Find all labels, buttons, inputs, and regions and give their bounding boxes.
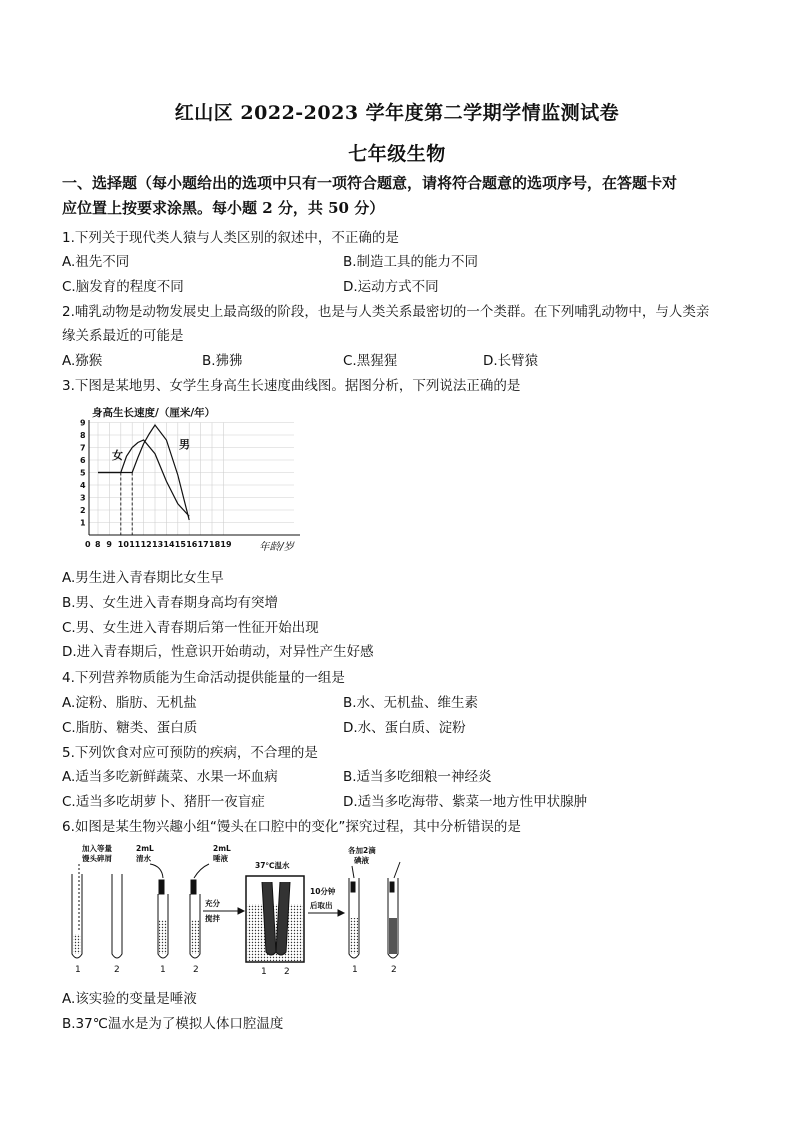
exam-subtitle: 七年级生物 bbox=[348, 143, 446, 165]
x-tick-label: 18 bbox=[209, 540, 221, 549]
x-tick-label: 12 bbox=[140, 540, 152, 549]
saliva-experiment-figure bbox=[62, 842, 422, 977]
y-tick-label: 3 bbox=[80, 493, 86, 503]
fig-label-add-bread2: 馒头碎屑 bbox=[82, 854, 112, 863]
tube1-label-d: 1 bbox=[352, 965, 358, 975]
q3-option-c: C.男、女生进入青春期后第一性征开始出现 bbox=[62, 620, 319, 636]
q1-option-c: C.脑发育的程度不同 bbox=[62, 279, 184, 295]
fig-label-time2: 后取出 bbox=[310, 901, 333, 910]
x-tick-label: 19 bbox=[220, 540, 232, 549]
tube1-label-c: 1 bbox=[261, 967, 267, 977]
y-tick-label: 1 bbox=[80, 518, 86, 528]
tube1-label-a: 1 bbox=[75, 965, 81, 975]
tube2-label-b: 2 bbox=[193, 965, 199, 975]
section-heading-line1: 一、选择题（每小题给出的选项中只有一项符合题意，请将符合题意的选项序号，在答题卡对 bbox=[62, 174, 678, 192]
question-3-stem: 3.下图是某地男、女学生身高生长速度曲线图。据图分析，下列说法正确的是 bbox=[62, 378, 521, 394]
fig-label-water2: 清水 bbox=[136, 854, 151, 863]
exam-title: 红山区 2022-2023 学年度第二学期学情监测试卷 bbox=[174, 102, 620, 124]
y-tick-label: 6 bbox=[80, 456, 86, 465]
chart-xlabel: 年龄/岁 bbox=[259, 541, 295, 553]
question-2-stem-line1: 2.哺乳动物是动物发展史上最高级的阶段，也是与人类关系最密切的一个类群。在下列哺乳动物中，与人类亲 bbox=[62, 304, 710, 320]
q4-option-c: C.脂肪、糖类、蛋白质 bbox=[62, 720, 198, 736]
q4-option-d: D.水、蛋白质、淀粉 bbox=[343, 720, 466, 736]
q2-option-b: B.狒狒 bbox=[202, 353, 243, 369]
y-tick-label: 8 bbox=[80, 431, 86, 440]
q6-option-b: B.37℃温水是为了模拟人体口腔温度 bbox=[62, 1016, 284, 1032]
question-1-stem: 1.下列关于现代类人猿与人类区别的叙述中，不正确的是 bbox=[62, 230, 399, 246]
q1-option-a: A.祖先不同 bbox=[62, 254, 130, 270]
chart-ylabel: 身高生长速度/（厘米/年） bbox=[92, 407, 216, 419]
x-tick-label: 15 bbox=[174, 540, 186, 549]
y-tick-label: 4 bbox=[80, 481, 86, 490]
fig-label-add-bread: 加入等量 bbox=[82, 844, 112, 853]
tube1-label-b: 1 bbox=[160, 965, 166, 975]
fig-label-mix1: 充分 bbox=[205, 899, 220, 908]
y-tick-label: 7 bbox=[80, 443, 86, 453]
fig-label-warm: 37℃温水 bbox=[255, 861, 290, 870]
x-tick-label: 8 bbox=[95, 540, 101, 549]
question-4-stem: 4.下列营养物质能为生命活动提供能量的一组是 bbox=[62, 670, 345, 686]
question-6-stem: 6.如图是某生物兴趣小组“馒头在口腔中的变化”探究过程，其中分析错误的是 bbox=[62, 819, 521, 835]
tube-pair-added bbox=[150, 864, 209, 958]
q5-option-a: A.适当多吃新鲜蔬菜、水果一坏血病 bbox=[62, 769, 278, 785]
x-tick-label: 10 bbox=[117, 540, 129, 549]
series-label-female: 女 bbox=[112, 449, 123, 462]
x-tick-label: 11 bbox=[129, 540, 141, 549]
q1-option-b: B.制造工具的能力不同 bbox=[343, 254, 479, 270]
x-tick-label: 13 bbox=[152, 540, 164, 549]
y-tick-label: 5 bbox=[80, 468, 86, 478]
y-tick-label: 2 bbox=[80, 506, 86, 515]
fig-label-time1: 10分钟 bbox=[310, 887, 336, 896]
q6-option-a: A.该实验的变量是唾液 bbox=[62, 991, 197, 1007]
question-2-stem-line2: 缘关系最近的可能是 bbox=[62, 328, 184, 344]
fig-label-iodine1: 各加2滴 bbox=[348, 846, 376, 855]
growth-rate-chart bbox=[62, 404, 302, 556]
fig-label-saliva2: 唾液 bbox=[213, 854, 228, 863]
fig-label-water1: 2mL bbox=[136, 844, 154, 853]
question-5-stem: 5.下列饮食对应可预防的疾病，不合理的是 bbox=[62, 745, 318, 761]
q5-option-c: C.适当多吃胡萝卜、猪肝一夜盲症 bbox=[62, 794, 265, 810]
x-tick-label: 17 bbox=[197, 540, 209, 549]
fig-label-saliva1: 2mL bbox=[213, 844, 231, 853]
q5-option-b: B.适当多吃细粮一神经炎 bbox=[343, 769, 492, 785]
q3-option-b: B.男、女生进入青春期身高均有突增 bbox=[62, 595, 279, 611]
tube-pair-final bbox=[349, 862, 400, 958]
tube2-label-c: 2 bbox=[284, 967, 290, 977]
q1-option-d: D.运动方式不同 bbox=[343, 279, 439, 295]
q5-option-d: D.适当多吃海带、紫菜一地方性甲状腺肿 bbox=[343, 794, 588, 810]
x-tick-label: 16 bbox=[186, 540, 198, 549]
fig-label-iodine2: 碘液 bbox=[354, 856, 369, 865]
q4-option-b: B.水、无机盐、维生素 bbox=[343, 695, 479, 711]
x-tick-label: 9 bbox=[106, 540, 112, 549]
arrow-timer bbox=[308, 910, 344, 916]
warm-water-beaker bbox=[246, 876, 304, 977]
series-label-male: 男 bbox=[179, 438, 190, 451]
q2-option-d: D.长臂猿 bbox=[483, 353, 539, 369]
fig-label-mix2: 搅拌 bbox=[205, 914, 220, 923]
section-heading-line2: 应位置上按要求涂黑。每小题 2 分，共 50 分） bbox=[62, 199, 385, 217]
y-tick-label: 9 bbox=[80, 418, 86, 428]
tube2-label-d: 2 bbox=[391, 965, 397, 975]
q4-option-a: A.淀粉、脂肪、无机盐 bbox=[62, 695, 197, 711]
q3-option-d: D.进入青春期后，性意识开始萌动，对异性产生好感 bbox=[62, 644, 374, 660]
tube2-label-a: 2 bbox=[114, 965, 120, 975]
q2-option-c: C.黑猩猩 bbox=[343, 353, 398, 369]
tube-pair-initial bbox=[72, 864, 122, 958]
x-tick-label: 0 bbox=[85, 540, 91, 549]
q3-option-a: A.男生进入青春期比女生早 bbox=[62, 570, 224, 586]
x-tick-label: 14 bbox=[163, 540, 175, 549]
q2-option-a: A.猕猴 bbox=[62, 353, 103, 369]
